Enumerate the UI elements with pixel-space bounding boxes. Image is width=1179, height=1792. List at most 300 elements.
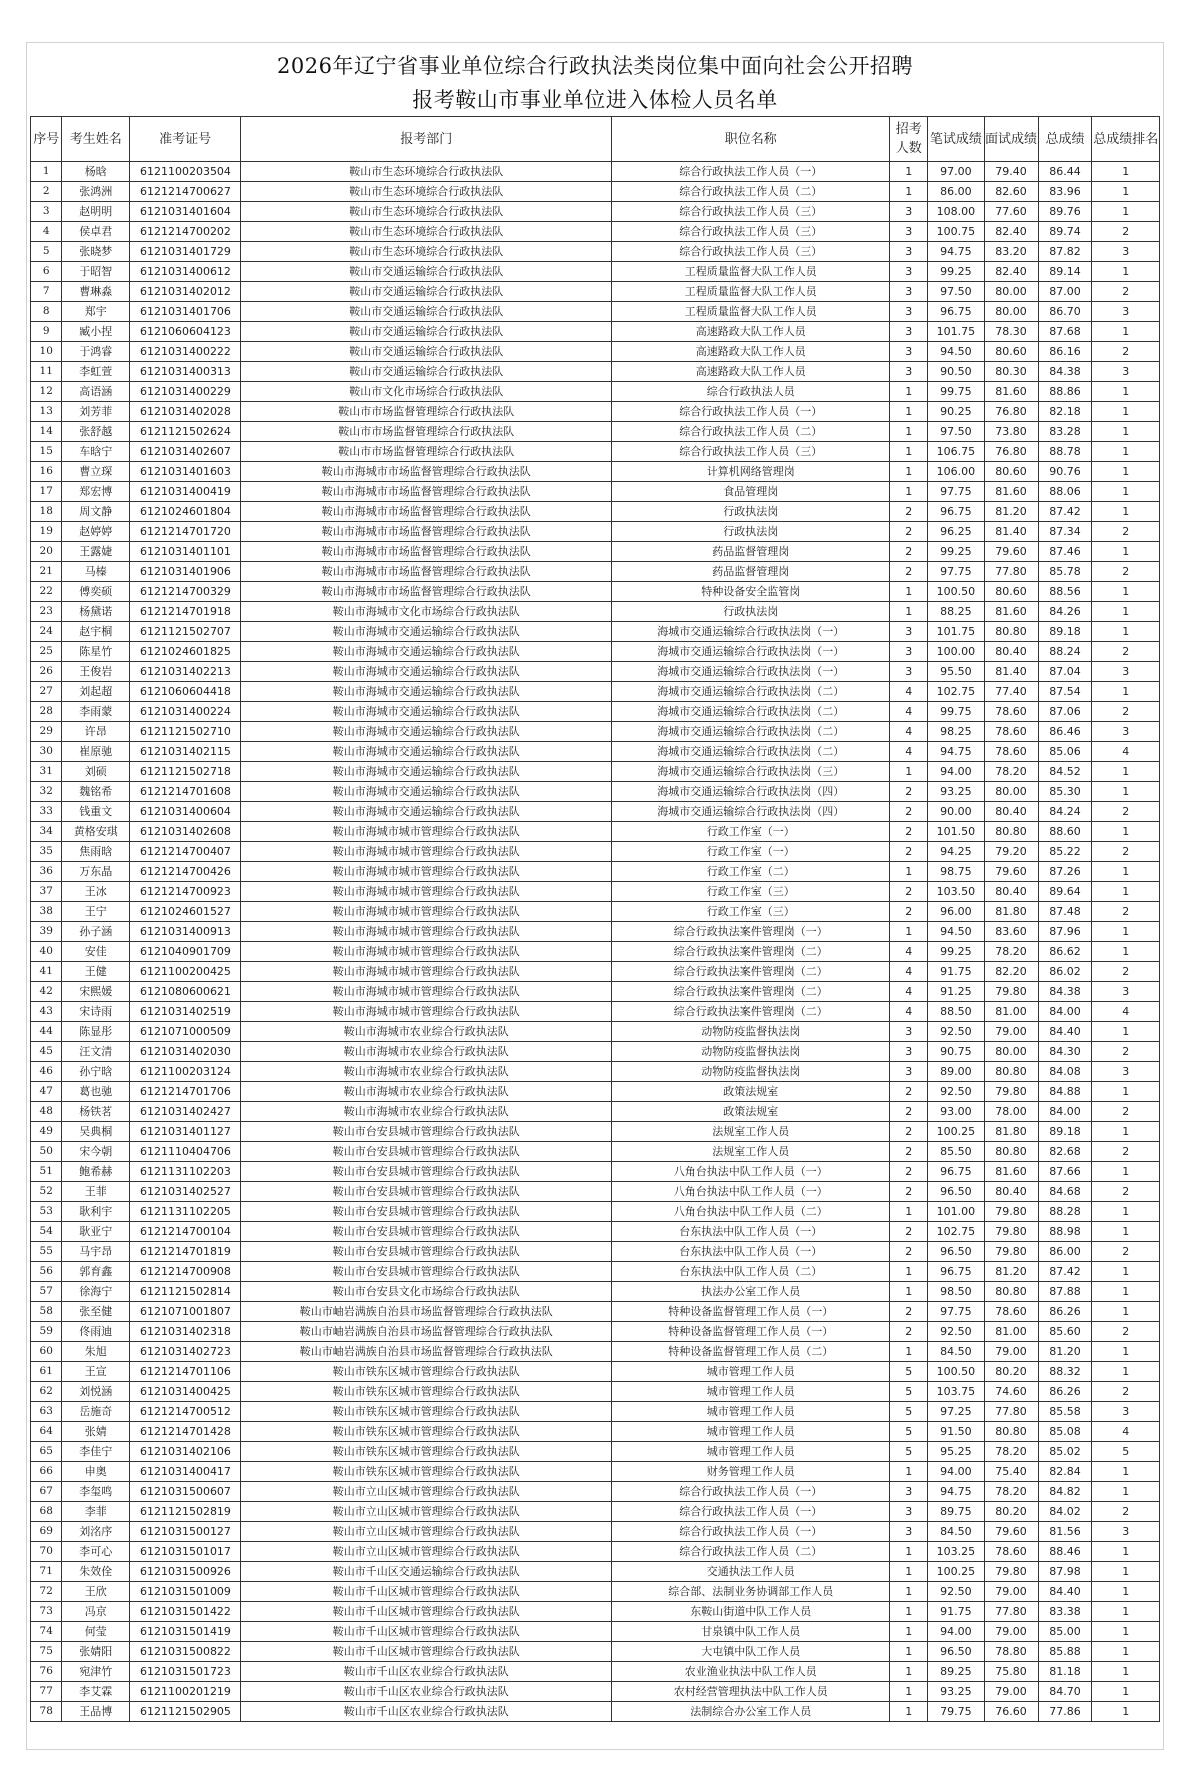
cell-index: 65 bbox=[31, 1442, 62, 1462]
cell-position: 高速路政大队工作人员 bbox=[612, 362, 890, 382]
cell-name: 焦雨晗 bbox=[62, 842, 129, 862]
cell-position: 行政工作室（三） bbox=[612, 902, 890, 922]
cell-total-score: 88.60 bbox=[1038, 822, 1092, 842]
cell-quota: 1 bbox=[890, 602, 928, 622]
cell-interview-score: 81.40 bbox=[984, 662, 1038, 682]
cell-position: 甘泉镇中队工作人员 bbox=[612, 1622, 890, 1642]
cell-quota: 5 bbox=[890, 1402, 928, 1422]
cell-position: 城市管理工作人员 bbox=[612, 1422, 890, 1442]
cell-quota: 1 bbox=[890, 1702, 928, 1722]
cell-department: 鞍山市立山区城市管理综合行政执法队 bbox=[241, 1482, 612, 1502]
cell-quota: 4 bbox=[890, 742, 928, 762]
cell-rank: 2 bbox=[1092, 222, 1160, 242]
cell-total-score: 85.00 bbox=[1038, 1622, 1092, 1642]
cell-position: 海城市交通运输综合行政执法岗（三） bbox=[612, 762, 890, 782]
cell-total-score: 86.16 bbox=[1038, 342, 1092, 362]
cell-total-score: 87.42 bbox=[1038, 502, 1092, 522]
cell-department: 鞍山市海城市交通运输综合行政执法队 bbox=[241, 742, 612, 762]
cell-exam-id: 6121071000509 bbox=[129, 1022, 240, 1042]
cell-total-score: 88.28 bbox=[1038, 1202, 1092, 1222]
cell-interview-score: 79.20 bbox=[984, 842, 1038, 862]
cell-index: 53 bbox=[31, 1202, 62, 1222]
header-written-score: 笔试成绩 bbox=[928, 117, 984, 162]
cell-index: 17 bbox=[31, 482, 62, 502]
cell-written-score: 93.25 bbox=[928, 782, 984, 802]
cell-name: 王欣 bbox=[62, 1582, 129, 1602]
cell-exam-id: 6121031500926 bbox=[129, 1562, 240, 1582]
cell-rank: 1 bbox=[1092, 1282, 1160, 1302]
cell-name: 张婧阳 bbox=[62, 1642, 129, 1662]
cell-exam-id: 6121024601804 bbox=[129, 502, 240, 522]
cell-rank: 1 bbox=[1092, 582, 1160, 602]
table-row bbox=[31, 1182, 1160, 1202]
cell-department: 鞍山市台安县城市管理综合行政执法队 bbox=[241, 1122, 612, 1142]
cell-name: 刘硕 bbox=[62, 762, 129, 782]
cell-index: 15 bbox=[31, 442, 62, 462]
cell-name: 孙宁晗 bbox=[62, 1062, 129, 1082]
cell-exam-id: 6121060604123 bbox=[129, 322, 240, 342]
cell-department: 鞍山市海城市文化市场综合行政执法队 bbox=[241, 602, 612, 622]
cell-written-score: 102.75 bbox=[928, 1222, 984, 1242]
cell-written-score: 96.50 bbox=[928, 1242, 984, 1262]
cell-quota: 3 bbox=[890, 202, 928, 222]
cell-total-score: 87.98 bbox=[1038, 1562, 1092, 1582]
cell-exam-id: 6121031501017 bbox=[129, 1542, 240, 1562]
cell-written-score: 93.00 bbox=[928, 1102, 984, 1122]
cell-exam-id: 6121031400222 bbox=[129, 342, 240, 362]
cell-total-score: 83.38 bbox=[1038, 1602, 1092, 1622]
cell-quota: 1 bbox=[890, 1662, 928, 1682]
cell-exam-id: 6121040901709 bbox=[129, 942, 240, 962]
cell-index: 68 bbox=[31, 1502, 62, 1522]
cell-written-score: 96.75 bbox=[928, 1162, 984, 1182]
cell-written-score: 101.75 bbox=[928, 322, 984, 342]
cell-name: 曹琳淼 bbox=[62, 282, 129, 302]
cell-total-score: 86.46 bbox=[1038, 722, 1092, 742]
cell-exam-id: 6121031402607 bbox=[129, 442, 240, 462]
cell-rank: 1 bbox=[1092, 1342, 1160, 1362]
cell-interview-score: 79.60 bbox=[984, 542, 1038, 562]
cell-department: 鞍山市海城市交通运输综合行政执法队 bbox=[241, 622, 612, 642]
cell-index: 71 bbox=[31, 1562, 62, 1582]
table-row bbox=[31, 1382, 1160, 1402]
cell-rank: 1 bbox=[1092, 462, 1160, 482]
cell-interview-score: 78.80 bbox=[984, 1642, 1038, 1662]
cell-position: 特种设备安全监管岗 bbox=[612, 582, 890, 602]
cell-department: 鞍山市台安县城市管理综合行政执法队 bbox=[241, 1142, 612, 1162]
cell-rank: 2 bbox=[1092, 1502, 1160, 1522]
cell-index: 66 bbox=[31, 1462, 62, 1482]
table-row bbox=[31, 622, 1160, 642]
cell-total-score: 85.08 bbox=[1038, 1422, 1092, 1442]
cell-rank: 1 bbox=[1092, 762, 1160, 782]
cell-position: 综合行政执法工作人员（三） bbox=[612, 222, 890, 242]
cell-written-score: 99.25 bbox=[928, 942, 984, 962]
cell-department: 鞍山市海城市城市管理综合行政执法队 bbox=[241, 842, 612, 862]
cell-quota: 4 bbox=[890, 982, 928, 1002]
cell-written-score: 92.50 bbox=[928, 1322, 984, 1342]
cell-rank: 1 bbox=[1092, 1622, 1160, 1642]
cell-name: 朱旭 bbox=[62, 1342, 129, 1362]
cell-interview-score: 73.80 bbox=[984, 422, 1038, 442]
cell-name: 李雨蒙 bbox=[62, 702, 129, 722]
cell-written-score: 95.25 bbox=[928, 1442, 984, 1462]
cell-index: 73 bbox=[31, 1602, 62, 1622]
cell-name: 徐海宁 bbox=[62, 1282, 129, 1302]
cell-name: 耿亚宁 bbox=[62, 1222, 129, 1242]
cell-quota: 1 bbox=[890, 182, 928, 202]
cell-department: 鞍山市台安县城市管理综合行政执法队 bbox=[241, 1162, 612, 1182]
cell-exam-id: 6121031402106 bbox=[129, 1442, 240, 1462]
cell-interview-score: 80.00 bbox=[984, 282, 1038, 302]
cell-name: 吴典桐 bbox=[62, 1122, 129, 1142]
cell-rank: 1 bbox=[1092, 1122, 1160, 1142]
cell-department: 鞍山市千山区城市管理综合行政执法队 bbox=[241, 1622, 612, 1642]
cell-total-score: 89.14 bbox=[1038, 262, 1092, 282]
cell-rank: 1 bbox=[1092, 262, 1160, 282]
cell-index: 76 bbox=[31, 1662, 62, 1682]
table-row bbox=[31, 1342, 1160, 1362]
cell-name: 李佳宁 bbox=[62, 1442, 129, 1462]
table-row bbox=[31, 1282, 1160, 1302]
cell-position: 综合行政执法工作人员（三） bbox=[612, 442, 890, 462]
table-row bbox=[31, 1022, 1160, 1042]
cell-quota: 3 bbox=[890, 662, 928, 682]
cell-written-score: 88.50 bbox=[928, 1002, 984, 1022]
cell-name: 傅奕硕 bbox=[62, 582, 129, 602]
cell-quota: 1 bbox=[890, 462, 928, 482]
cell-interview-score: 80.00 bbox=[984, 782, 1038, 802]
cell-rank: 1 bbox=[1092, 1162, 1160, 1182]
table-row bbox=[31, 1162, 1160, 1182]
cell-index: 42 bbox=[31, 982, 62, 1002]
cell-name: 侯卓君 bbox=[62, 222, 129, 242]
cell-interview-score: 79.80 bbox=[984, 1242, 1038, 1262]
cell-total-score: 89.76 bbox=[1038, 202, 1092, 222]
cell-total-score: 85.02 bbox=[1038, 1442, 1092, 1462]
cell-name: 宋今朝 bbox=[62, 1142, 129, 1162]
cell-department: 鞍山市台安县城市管理综合行政执法队 bbox=[241, 1182, 612, 1202]
table-row bbox=[31, 202, 1160, 222]
cell-total-score: 84.08 bbox=[1038, 1062, 1092, 1082]
cell-index: 5 bbox=[31, 242, 62, 262]
cell-index: 31 bbox=[31, 762, 62, 782]
header-total-score: 总成绩 bbox=[1038, 117, 1092, 162]
cell-index: 2 bbox=[31, 182, 62, 202]
cell-interview-score: 80.30 bbox=[984, 362, 1038, 382]
cell-department: 鞍山市千山区农业综合行政执法队 bbox=[241, 1662, 612, 1682]
table-body bbox=[31, 162, 1160, 1722]
cell-department: 鞍山市海城市农业综合行政执法队 bbox=[241, 1102, 612, 1122]
cell-rank: 1 bbox=[1092, 1562, 1160, 1582]
cell-rank: 2 bbox=[1092, 342, 1160, 362]
cell-total-score: 87.82 bbox=[1038, 242, 1092, 262]
cell-rank: 1 bbox=[1092, 402, 1160, 422]
cell-rank: 2 bbox=[1092, 962, 1160, 982]
cell-total-score: 88.32 bbox=[1038, 1362, 1092, 1382]
cell-name: 汪文清 bbox=[62, 1042, 129, 1062]
table-row bbox=[31, 1422, 1160, 1442]
cell-rank: 2 bbox=[1092, 842, 1160, 862]
cell-index: 38 bbox=[31, 902, 62, 922]
cell-exam-id: 6121131102205 bbox=[129, 1202, 240, 1222]
cell-position: 综合行政执法工作人员（一） bbox=[612, 1502, 890, 1522]
cell-rank: 1 bbox=[1092, 182, 1160, 202]
cell-exam-id: 6121121502819 bbox=[129, 1502, 240, 1522]
cell-name: 刘芳菲 bbox=[62, 402, 129, 422]
cell-exam-id: 6121214700512 bbox=[129, 1402, 240, 1422]
cell-exam-id: 6121031401101 bbox=[129, 542, 240, 562]
cell-position: 行政工作室（二） bbox=[612, 862, 890, 882]
cell-total-score: 88.46 bbox=[1038, 1542, 1092, 1562]
cell-position: 计算机网络管理岗 bbox=[612, 462, 890, 482]
table-row bbox=[31, 902, 1160, 922]
cell-position: 工程质量监督大队工作人员 bbox=[612, 302, 890, 322]
cell-name: 李虹萱 bbox=[62, 362, 129, 382]
cell-quota: 4 bbox=[890, 1002, 928, 1022]
cell-position: 综合行政执法案件管理岗（二） bbox=[612, 982, 890, 1002]
cell-name: 崔原驰 bbox=[62, 742, 129, 762]
cell-position: 综合行政执法案件管理岗（一） bbox=[612, 922, 890, 942]
cell-exam-id: 6121031400913 bbox=[129, 922, 240, 942]
cell-department: 鞍山市海城市市场监督管理综合行政执法队 bbox=[241, 482, 612, 502]
cell-total-score: 84.52 bbox=[1038, 762, 1092, 782]
table-row bbox=[31, 1702, 1160, 1722]
cell-total-score: 86.26 bbox=[1038, 1382, 1092, 1402]
cell-rank: 1 bbox=[1092, 922, 1160, 942]
header-rank: 总成绩排名 bbox=[1092, 117, 1160, 162]
cell-rank: 1 bbox=[1092, 942, 1160, 962]
cell-written-score: 97.25 bbox=[928, 1402, 984, 1422]
cell-name: 郑宏博 bbox=[62, 482, 129, 502]
cell-quota: 2 bbox=[890, 802, 928, 822]
cell-rank: 1 bbox=[1092, 1362, 1160, 1382]
cell-interview-score: 78.20 bbox=[984, 1482, 1038, 1502]
cell-rank: 1 bbox=[1092, 162, 1160, 182]
cell-position: 综合行政执法工作人员（二） bbox=[612, 182, 890, 202]
cell-exam-id: 6121100203124 bbox=[129, 1062, 240, 1082]
cell-name: 葛也驰 bbox=[62, 1082, 129, 1102]
cell-quota: 1 bbox=[890, 382, 928, 402]
table-row bbox=[31, 1402, 1160, 1422]
table-row bbox=[31, 1242, 1160, 1262]
cell-position: 药品监督管理岗 bbox=[612, 562, 890, 582]
cell-index: 57 bbox=[31, 1282, 62, 1302]
cell-index: 11 bbox=[31, 362, 62, 382]
cell-total-score: 86.26 bbox=[1038, 1302, 1092, 1322]
cell-department: 鞍山市交通运输综合行政执法队 bbox=[241, 362, 612, 382]
table-row bbox=[31, 1082, 1160, 1102]
cell-name: 王菲 bbox=[62, 1182, 129, 1202]
cell-rank: 1 bbox=[1092, 1302, 1160, 1322]
cell-exam-id: 6121031500822 bbox=[129, 1642, 240, 1662]
cell-name: 郭育鑫 bbox=[62, 1262, 129, 1282]
cell-position: 工程质量监督大队工作人员 bbox=[612, 282, 890, 302]
cell-interview-score: 80.00 bbox=[984, 1042, 1038, 1062]
cell-rank: 2 bbox=[1092, 1382, 1160, 1402]
cell-written-score: 89.25 bbox=[928, 1662, 984, 1682]
cell-written-score: 94.50 bbox=[928, 342, 984, 362]
cell-written-score: 92.50 bbox=[928, 1082, 984, 1102]
cell-index: 4 bbox=[31, 222, 62, 242]
cell-rank: 1 bbox=[1092, 782, 1160, 802]
cell-interview-score: 78.20 bbox=[984, 762, 1038, 782]
cell-exam-id: 6121031402213 bbox=[129, 662, 240, 682]
cell-position: 海城市交通运输综合行政执法岗（一） bbox=[612, 642, 890, 662]
cell-interview-score: 79.80 bbox=[984, 982, 1038, 1002]
cell-exam-id: 6121080600621 bbox=[129, 982, 240, 1002]
table-row bbox=[31, 1102, 1160, 1122]
document-title: 2026年辽宁省事业单位综合行政执法类岗位集中面向社会公开招聘 bbox=[277, 54, 913, 78]
cell-department: 鞍山市台安县文化市场综合行政执法队 bbox=[241, 1282, 612, 1302]
cell-rank: 2 bbox=[1092, 1242, 1160, 1262]
cell-rank: 1 bbox=[1092, 822, 1160, 842]
cell-total-score: 89.18 bbox=[1038, 622, 1092, 642]
cell-position: 综合行政执法工作人员（一） bbox=[612, 1482, 890, 1502]
cell-written-score: 103.50 bbox=[928, 882, 984, 902]
cell-name: 宋熙媛 bbox=[62, 982, 129, 1002]
cell-department: 鞍山市海城市交通运输综合行政执法队 bbox=[241, 642, 612, 662]
cell-name: 王健 bbox=[62, 962, 129, 982]
cell-name: 赵明明 bbox=[62, 202, 129, 222]
cell-index: 10 bbox=[31, 342, 62, 362]
cell-interview-score: 78.20 bbox=[984, 1442, 1038, 1462]
cell-rank: 2 bbox=[1092, 1182, 1160, 1202]
cell-name: 王俊岩 bbox=[62, 662, 129, 682]
cell-name: 许昂 bbox=[62, 722, 129, 742]
table-row bbox=[31, 1122, 1160, 1142]
cell-written-score: 99.75 bbox=[928, 702, 984, 722]
cell-exam-id: 6121110404706 bbox=[129, 1142, 240, 1162]
cell-quota: 1 bbox=[890, 1602, 928, 1622]
cell-rank: 2 bbox=[1092, 642, 1160, 662]
cell-total-score: 85.58 bbox=[1038, 1402, 1092, 1422]
cell-interview-score: 80.80 bbox=[984, 1062, 1038, 1082]
cell-total-score: 81.56 bbox=[1038, 1522, 1092, 1542]
cell-total-score: 87.06 bbox=[1038, 702, 1092, 722]
cell-position: 综合行政执法工作人员（一） bbox=[612, 162, 890, 182]
table-row bbox=[31, 1042, 1160, 1062]
cell-department: 鞍山市生态环境综合行政执法队 bbox=[241, 222, 612, 242]
cell-rank: 2 bbox=[1092, 702, 1160, 722]
table-row bbox=[31, 682, 1160, 702]
cell-name: 张鸿洲 bbox=[62, 182, 129, 202]
cell-written-score: 100.00 bbox=[928, 642, 984, 662]
cell-name: 张舒越 bbox=[62, 422, 129, 442]
cell-department: 鞍山市立山区城市管理综合行政执法队 bbox=[241, 1542, 612, 1562]
table-row bbox=[31, 182, 1160, 202]
cell-index: 74 bbox=[31, 1622, 62, 1642]
cell-position: 台东执法中队工作人员（二） bbox=[612, 1262, 890, 1282]
cell-index: 78 bbox=[31, 1702, 62, 1722]
cell-written-score: 100.50 bbox=[928, 582, 984, 602]
cell-exam-id: 6121214700923 bbox=[129, 882, 240, 902]
cell-interview-score: 81.60 bbox=[984, 382, 1038, 402]
candidate-table bbox=[30, 116, 1160, 1722]
cell-index: 1 bbox=[31, 162, 62, 182]
cell-total-score: 84.30 bbox=[1038, 1042, 1092, 1062]
cell-name: 王品博 bbox=[62, 1702, 129, 1722]
cell-quota: 3 bbox=[890, 1022, 928, 1042]
cell-quota: 2 bbox=[890, 1082, 928, 1102]
cell-quota: 4 bbox=[890, 942, 928, 962]
cell-quota: 2 bbox=[890, 1242, 928, 1262]
cell-written-score: 97.50 bbox=[928, 422, 984, 442]
cell-department: 鞍山市岫岩满族自治县市场监督管理综合行政执法队 bbox=[241, 1342, 612, 1362]
cell-written-score: 90.25 bbox=[928, 402, 984, 422]
cell-name: 臧小捏 bbox=[62, 322, 129, 342]
table-row bbox=[31, 1002, 1160, 1022]
cell-name: 赵婷婷 bbox=[62, 522, 129, 542]
cell-rank: 1 bbox=[1092, 682, 1160, 702]
cell-name: 王宣 bbox=[62, 1362, 129, 1382]
cell-index: 64 bbox=[31, 1422, 62, 1442]
cell-written-score: 96.75 bbox=[928, 302, 984, 322]
cell-rank: 1 bbox=[1092, 862, 1160, 882]
cell-exam-id: 6121214701106 bbox=[129, 1362, 240, 1382]
cell-exam-id: 6121121502624 bbox=[129, 422, 240, 442]
cell-rank: 1 bbox=[1092, 1682, 1160, 1702]
cell-department: 鞍山市台安县城市管理综合行政执法队 bbox=[241, 1222, 612, 1242]
cell-total-score: 87.88 bbox=[1038, 1282, 1092, 1302]
cell-department: 鞍山市立山区城市管理综合行政执法队 bbox=[241, 1502, 612, 1522]
cell-interview-score: 78.20 bbox=[984, 942, 1038, 962]
cell-department: 鞍山市海城市市场监督管理综合行政执法队 bbox=[241, 542, 612, 562]
cell-exam-id: 6121100201219 bbox=[129, 1682, 240, 1702]
cell-department: 鞍山市铁东区城市管理综合行政执法队 bbox=[241, 1442, 612, 1462]
cell-rank: 1 bbox=[1092, 382, 1160, 402]
cell-quota: 5 bbox=[890, 1362, 928, 1382]
cell-position: 综合行政执法工作人员（一） bbox=[612, 1522, 890, 1542]
table-row bbox=[31, 642, 1160, 662]
cell-written-score: 96.50 bbox=[928, 1642, 984, 1662]
cell-exam-id: 6121031402115 bbox=[129, 742, 240, 762]
cell-quota: 1 bbox=[890, 1342, 928, 1362]
cell-written-score: 103.25 bbox=[928, 1542, 984, 1562]
cell-index: 70 bbox=[31, 1542, 62, 1562]
cell-exam-id: 6121031402723 bbox=[129, 1342, 240, 1362]
cell-index: 27 bbox=[31, 682, 62, 702]
table-row bbox=[31, 342, 1160, 362]
cell-index: 13 bbox=[31, 402, 62, 422]
cell-name: 陈显彤 bbox=[62, 1022, 129, 1042]
cell-position: 行政工作室（三） bbox=[612, 882, 890, 902]
cell-position: 行政执法岗 bbox=[612, 502, 890, 522]
cell-quota: 2 bbox=[890, 902, 928, 922]
cell-position: 综合行政执法工作人员（二） bbox=[612, 1542, 890, 1562]
cell-department: 鞍山市海城市农业综合行政执法队 bbox=[241, 1042, 612, 1062]
cell-index: 3 bbox=[31, 202, 62, 222]
cell-written-score: 96.25 bbox=[928, 522, 984, 542]
cell-index: 61 bbox=[31, 1362, 62, 1382]
table-row bbox=[31, 262, 1160, 282]
cell-name: 何莹 bbox=[62, 1622, 129, 1642]
cell-position: 城市管理工作人员 bbox=[612, 1382, 890, 1402]
cell-position: 台东执法中队工作人员（一） bbox=[612, 1242, 890, 1262]
cell-total-score: 86.00 bbox=[1038, 1242, 1092, 1262]
cell-interview-score: 81.80 bbox=[984, 902, 1038, 922]
cell-department: 鞍山市台安县城市管理综合行政执法队 bbox=[241, 1242, 612, 1262]
cell-exam-id: 6121214700908 bbox=[129, 1262, 240, 1282]
cell-interview-score: 79.40 bbox=[984, 162, 1038, 182]
table-row bbox=[31, 322, 1160, 342]
cell-quota: 1 bbox=[890, 482, 928, 502]
cell-interview-score: 78.60 bbox=[984, 722, 1038, 742]
cell-department: 鞍山市市场监督管理综合行政执法队 bbox=[241, 422, 612, 442]
cell-department: 鞍山市海城市城市管理综合行政执法队 bbox=[241, 862, 612, 882]
cell-name: 李可心 bbox=[62, 1542, 129, 1562]
cell-written-score: 94.00 bbox=[928, 762, 984, 782]
